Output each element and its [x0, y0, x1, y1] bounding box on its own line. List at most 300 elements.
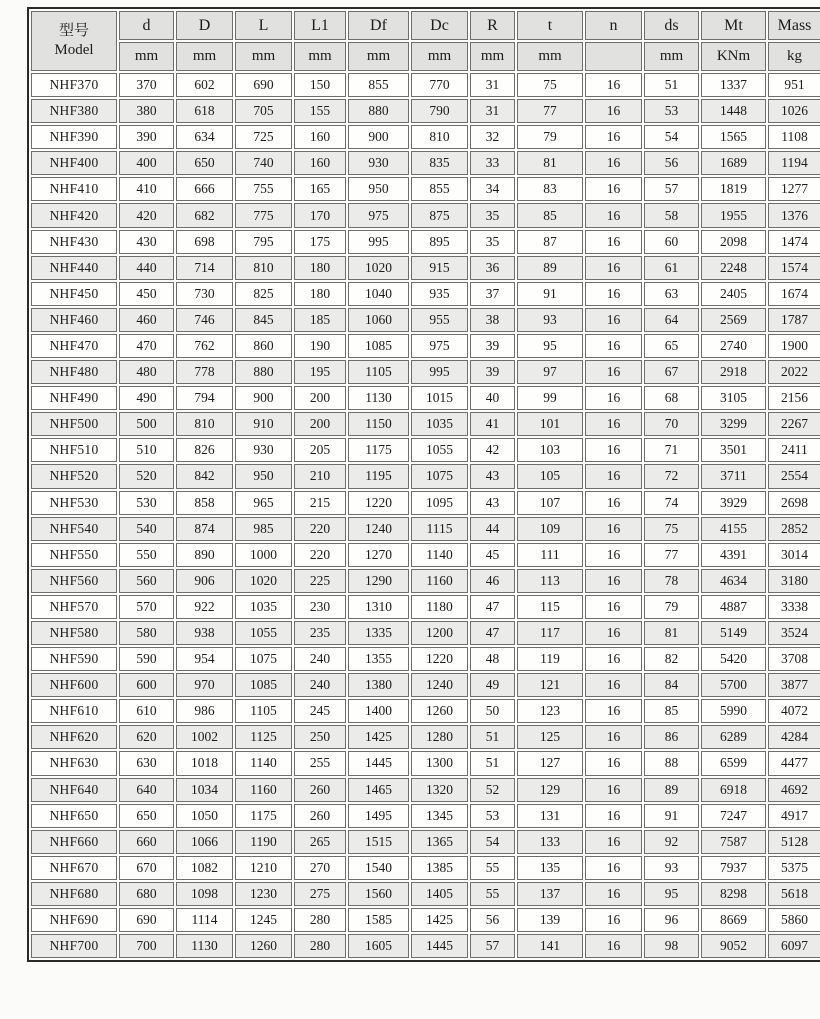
- table-row: [31, 256, 820, 280]
- model-cell: NHF380: [31, 99, 117, 123]
- value-cell: 5420: [701, 647, 766, 671]
- value-cell: 51: [470, 751, 515, 775]
- value-cell: 1405: [411, 882, 468, 906]
- value-cell: 111: [517, 543, 583, 567]
- value-cell: 6289: [701, 725, 766, 749]
- value-cell: 5618: [768, 882, 820, 906]
- column-unit-mt: KNm: [701, 42, 766, 71]
- value-cell: 93: [644, 856, 699, 880]
- value-cell: 58: [644, 203, 699, 227]
- value-cell: 250: [294, 725, 346, 749]
- value-cell: 1445: [411, 934, 468, 958]
- table-row: [31, 125, 820, 149]
- value-cell: 7937: [701, 856, 766, 880]
- value-cell: 77: [517, 99, 583, 123]
- value-cell: 986: [176, 699, 233, 723]
- value-cell: 1175: [348, 438, 409, 462]
- value-cell: 1055: [411, 438, 468, 462]
- value-cell: 56: [470, 908, 515, 932]
- value-cell: 1190: [235, 830, 292, 854]
- value-cell: 139: [517, 908, 583, 932]
- value-cell: 1689: [701, 151, 766, 175]
- value-cell: 650: [119, 804, 174, 828]
- value-cell: 16: [585, 360, 642, 384]
- model-cell: NHF570: [31, 595, 117, 619]
- value-cell: 175: [294, 230, 346, 254]
- value-cell: 410: [119, 177, 174, 201]
- value-cell: 746: [176, 308, 233, 332]
- value-cell: 1180: [411, 595, 468, 619]
- value-cell: 890: [176, 543, 233, 567]
- value-cell: 37: [470, 282, 515, 306]
- header-unit-row: [31, 42, 820, 71]
- value-cell: 1540: [348, 856, 409, 880]
- value-cell: 1565: [701, 125, 766, 149]
- value-cell: 121: [517, 673, 583, 697]
- value-cell: 1220: [348, 491, 409, 515]
- value-cell: 71: [644, 438, 699, 462]
- model-cell: NHF410: [31, 177, 117, 201]
- value-cell: 127: [517, 751, 583, 775]
- value-cell: 725: [235, 125, 292, 149]
- value-cell: 740: [235, 151, 292, 175]
- table-row: [31, 230, 820, 254]
- value-cell: 4477: [768, 751, 820, 775]
- value-cell: 540: [119, 517, 174, 541]
- value-cell: 117: [517, 621, 583, 645]
- value-cell: 666: [176, 177, 233, 201]
- value-cell: 1355: [348, 647, 409, 671]
- value-cell: 1150: [348, 412, 409, 436]
- value-cell: 3014: [768, 543, 820, 567]
- value-cell: 16: [585, 856, 642, 880]
- value-cell: 84: [644, 673, 699, 697]
- value-cell: 16: [585, 412, 642, 436]
- value-cell: 155: [294, 99, 346, 123]
- value-cell: 16: [585, 778, 642, 802]
- value-cell: 165: [294, 177, 346, 201]
- table-row: [31, 491, 820, 515]
- value-cell: 68: [644, 386, 699, 410]
- value-cell: 390: [119, 125, 174, 149]
- value-cell: 55: [470, 882, 515, 906]
- model-cell: NHF550: [31, 543, 117, 567]
- column-unit-l: mm: [235, 42, 292, 71]
- value-cell: 690: [119, 908, 174, 932]
- value-cell: 900: [348, 125, 409, 149]
- value-cell: 965: [235, 491, 292, 515]
- value-cell: 670: [119, 856, 174, 880]
- value-cell: 67: [644, 360, 699, 384]
- table-row: [31, 751, 820, 775]
- table-row: [31, 934, 820, 958]
- table-row: [31, 517, 820, 541]
- value-cell: 16: [585, 230, 642, 254]
- value-cell: 240: [294, 647, 346, 671]
- value-cell: 210: [294, 464, 346, 488]
- model-cell: NHF630: [31, 751, 117, 775]
- value-cell: 775: [235, 203, 292, 227]
- value-cell: 770: [411, 73, 468, 97]
- value-cell: 33: [470, 151, 515, 175]
- value-cell: 170: [294, 203, 346, 227]
- model-cell: NHF510: [31, 438, 117, 462]
- value-cell: 115: [517, 595, 583, 619]
- value-cell: 975: [348, 203, 409, 227]
- value-cell: 550: [119, 543, 174, 567]
- value-cell: 7587: [701, 830, 766, 854]
- value-cell: 682: [176, 203, 233, 227]
- value-cell: 16: [585, 308, 642, 332]
- value-cell: 113: [517, 569, 583, 593]
- value-cell: 810: [411, 125, 468, 149]
- value-cell: 125: [517, 725, 583, 749]
- table-row: [31, 621, 820, 645]
- value-cell: 970: [176, 673, 233, 697]
- value-cell: 1018: [176, 751, 233, 775]
- value-cell: 370: [119, 73, 174, 97]
- value-cell: 660: [119, 830, 174, 854]
- value-cell: 16: [585, 673, 642, 697]
- value-cell: 698: [176, 230, 233, 254]
- value-cell: 160: [294, 151, 346, 175]
- value-cell: 938: [176, 621, 233, 645]
- table-row: [31, 778, 820, 802]
- value-cell: 107: [517, 491, 583, 515]
- value-cell: 618: [176, 99, 233, 123]
- value-cell: 61: [644, 256, 699, 280]
- value-cell: 3711: [701, 464, 766, 488]
- value-cell: 420: [119, 203, 174, 227]
- value-cell: 43: [470, 464, 515, 488]
- value-cell: 842: [176, 464, 233, 488]
- value-cell: 1140: [235, 751, 292, 775]
- value-cell: 755: [235, 177, 292, 201]
- value-cell: 95: [517, 334, 583, 358]
- value-cell: 93: [517, 308, 583, 332]
- column-unit-d: mm: [119, 42, 174, 71]
- value-cell: 255: [294, 751, 346, 775]
- value-cell: 129: [517, 778, 583, 802]
- value-cell: 1034: [176, 778, 233, 802]
- model-column-header: [31, 11, 117, 71]
- value-cell: 4284: [768, 725, 820, 749]
- table-row: [31, 569, 820, 593]
- value-cell: 1108: [768, 125, 820, 149]
- value-cell: 450: [119, 282, 174, 306]
- value-cell: 5860: [768, 908, 820, 932]
- value-cell: 810: [235, 256, 292, 280]
- value-cell: 1380: [348, 673, 409, 697]
- value-cell: 1345: [411, 804, 468, 828]
- value-cell: 78: [644, 569, 699, 593]
- value-cell: 922: [176, 595, 233, 619]
- value-cell: 1026: [768, 99, 820, 123]
- value-cell: 70: [644, 412, 699, 436]
- value-cell: 240: [294, 673, 346, 697]
- table-header: [31, 11, 820, 71]
- value-cell: 1220: [411, 647, 468, 671]
- value-cell: 54: [470, 830, 515, 854]
- value-cell: 89: [644, 778, 699, 802]
- model-cell: NHF430: [31, 230, 117, 254]
- value-cell: 1210: [235, 856, 292, 880]
- table-row: [31, 908, 820, 932]
- value-cell: 43: [470, 491, 515, 515]
- value-cell: 98: [644, 934, 699, 958]
- value-cell: 1040: [348, 282, 409, 306]
- column-header-dc: Dc: [411, 11, 468, 40]
- model-cell: NHF670: [31, 856, 117, 880]
- model-cell: NHF440: [31, 256, 117, 280]
- value-cell: 9052: [701, 934, 766, 958]
- value-cell: 3180: [768, 569, 820, 593]
- value-cell: 950: [235, 464, 292, 488]
- value-cell: 16: [585, 934, 642, 958]
- model-cell: NHF560: [31, 569, 117, 593]
- value-cell: 16: [585, 725, 642, 749]
- model-cell: NHF530: [31, 491, 117, 515]
- value-cell: 7247: [701, 804, 766, 828]
- value-cell: 47: [470, 621, 515, 645]
- value-cell: 6599: [701, 751, 766, 775]
- table-row: [31, 151, 820, 175]
- value-cell: 16: [585, 464, 642, 488]
- model-cell: NHF650: [31, 804, 117, 828]
- value-cell: 35: [470, 203, 515, 227]
- table-row: [31, 673, 820, 697]
- value-cell: 1195: [348, 464, 409, 488]
- value-cell: 1260: [235, 934, 292, 958]
- value-cell: 500: [119, 412, 174, 436]
- value-cell: 225: [294, 569, 346, 593]
- value-cell: 150: [294, 73, 346, 97]
- model-cell: NHF470: [31, 334, 117, 358]
- value-cell: 16: [585, 491, 642, 515]
- value-cell: 95: [644, 882, 699, 906]
- value-cell: 103: [517, 438, 583, 462]
- value-cell: 2405: [701, 282, 766, 306]
- value-cell: 60: [644, 230, 699, 254]
- value-cell: 460: [119, 308, 174, 332]
- value-cell: 845: [235, 308, 292, 332]
- value-cell: 4155: [701, 517, 766, 541]
- value-cell: 705: [235, 99, 292, 123]
- table-row: [31, 386, 820, 410]
- value-cell: 38: [470, 308, 515, 332]
- value-cell: 265: [294, 830, 346, 854]
- table-row: [31, 438, 820, 462]
- table-row: [31, 725, 820, 749]
- value-cell: 714: [176, 256, 233, 280]
- value-cell: 34: [470, 177, 515, 201]
- value-cell: 570: [119, 595, 174, 619]
- value-cell: 1115: [411, 517, 468, 541]
- value-cell: 16: [585, 751, 642, 775]
- value-cell: 39: [470, 360, 515, 384]
- header-label-row: [31, 11, 820, 40]
- value-cell: 52: [470, 778, 515, 802]
- model-header-cn: 型号: [58, 23, 89, 40]
- value-cell: 81: [517, 151, 583, 175]
- value-cell: 101: [517, 412, 583, 436]
- value-cell: 215: [294, 491, 346, 515]
- value-cell: 75: [517, 73, 583, 97]
- value-cell: 1175: [235, 804, 292, 828]
- value-cell: 580: [119, 621, 174, 645]
- value-cell: 1335: [348, 621, 409, 645]
- model-cell: NHF700: [31, 934, 117, 958]
- value-cell: 1098: [176, 882, 233, 906]
- value-cell: 57: [470, 934, 515, 958]
- value-cell: 4917: [768, 804, 820, 828]
- value-cell: 16: [585, 908, 642, 932]
- value-cell: 16: [585, 203, 642, 227]
- value-cell: 602: [176, 73, 233, 97]
- value-cell: 245: [294, 699, 346, 723]
- value-cell: 634: [176, 125, 233, 149]
- value-cell: 825: [235, 282, 292, 306]
- value-cell: 915: [411, 256, 468, 280]
- value-cell: 16: [585, 334, 642, 358]
- value-cell: 220: [294, 543, 346, 567]
- value-cell: 1337: [701, 73, 766, 97]
- value-cell: 1240: [348, 517, 409, 541]
- value-cell: 64: [644, 308, 699, 332]
- value-cell: 3299: [701, 412, 766, 436]
- value-cell: 826: [176, 438, 233, 462]
- model-cell: NHF450: [31, 282, 117, 306]
- value-cell: 2918: [701, 360, 766, 384]
- value-cell: 1130: [176, 934, 233, 958]
- value-cell: 910: [235, 412, 292, 436]
- value-cell: 16: [585, 647, 642, 671]
- value-cell: 955: [411, 308, 468, 332]
- value-cell: 440: [119, 256, 174, 280]
- value-cell: 630: [119, 751, 174, 775]
- value-cell: 1095: [411, 491, 468, 515]
- value-cell: 620: [119, 725, 174, 749]
- value-cell: 275: [294, 882, 346, 906]
- value-cell: 1495: [348, 804, 409, 828]
- value-cell: 3105: [701, 386, 766, 410]
- value-cell: 79: [517, 125, 583, 149]
- value-cell: 995: [348, 230, 409, 254]
- value-cell: 6097: [768, 934, 820, 958]
- value-cell: 930: [235, 438, 292, 462]
- table-body: [31, 73, 820, 958]
- value-cell: 1448: [701, 99, 766, 123]
- value-cell: 930: [348, 151, 409, 175]
- table-row: [31, 334, 820, 358]
- column-header-l: L: [235, 11, 292, 40]
- value-cell: 1075: [235, 647, 292, 671]
- value-cell: 85: [644, 699, 699, 723]
- column-header-mass: Mass: [768, 11, 820, 40]
- value-cell: 935: [411, 282, 468, 306]
- value-cell: 400: [119, 151, 174, 175]
- value-cell: 954: [176, 647, 233, 671]
- value-cell: 1055: [235, 621, 292, 645]
- value-cell: 1105: [348, 360, 409, 384]
- model-cell: NHF590: [31, 647, 117, 671]
- value-cell: 975: [411, 334, 468, 358]
- value-cell: 985: [235, 517, 292, 541]
- value-cell: 45: [470, 543, 515, 567]
- value-cell: 4634: [701, 569, 766, 593]
- value-cell: 1385: [411, 856, 468, 880]
- column-header-r: R: [470, 11, 515, 40]
- value-cell: 5375: [768, 856, 820, 880]
- model-cell: NHF390: [31, 125, 117, 149]
- table-row: [31, 699, 820, 723]
- value-cell: 1425: [411, 908, 468, 932]
- value-cell: 1245: [235, 908, 292, 932]
- value-cell: 762: [176, 334, 233, 358]
- value-cell: 690: [235, 73, 292, 97]
- value-cell: 280: [294, 934, 346, 958]
- table-row: [31, 647, 820, 671]
- column-header-mt: Mt: [701, 11, 766, 40]
- value-cell: 3501: [701, 438, 766, 462]
- model-cell: NHF600: [31, 673, 117, 697]
- value-cell: 2267: [768, 412, 820, 436]
- value-cell: 51: [470, 725, 515, 749]
- value-cell: 1474: [768, 230, 820, 254]
- table-row: [31, 543, 820, 567]
- value-cell: 65: [644, 334, 699, 358]
- value-cell: 1085: [235, 673, 292, 697]
- value-cell: 54: [644, 125, 699, 149]
- model-cell: NHF680: [31, 882, 117, 906]
- value-cell: 4391: [701, 543, 766, 567]
- value-cell: 16: [585, 438, 642, 462]
- value-cell: 3929: [701, 491, 766, 515]
- value-cell: 1787: [768, 308, 820, 332]
- value-cell: 1200: [411, 621, 468, 645]
- value-cell: 640: [119, 778, 174, 802]
- model-cell: NHF420: [31, 203, 117, 227]
- value-cell: 260: [294, 778, 346, 802]
- model-cell: NHF520: [31, 464, 117, 488]
- value-cell: 880: [235, 360, 292, 384]
- value-cell: 135: [517, 856, 583, 880]
- value-cell: 5990: [701, 699, 766, 723]
- value-cell: 855: [348, 73, 409, 97]
- value-cell: 16: [585, 699, 642, 723]
- value-cell: 470: [119, 334, 174, 358]
- value-cell: 50: [470, 699, 515, 723]
- value-cell: 89: [517, 256, 583, 280]
- value-cell: 380: [119, 99, 174, 123]
- value-cell: 51: [644, 73, 699, 97]
- value-cell: 16: [585, 125, 642, 149]
- value-cell: 91: [644, 804, 699, 828]
- value-cell: 74: [644, 491, 699, 515]
- value-cell: 35: [470, 230, 515, 254]
- value-cell: 2852: [768, 517, 820, 541]
- value-cell: 790: [411, 99, 468, 123]
- value-cell: 1130: [348, 386, 409, 410]
- value-cell: 63: [644, 282, 699, 306]
- value-cell: 1114: [176, 908, 233, 932]
- value-cell: 16: [585, 256, 642, 280]
- value-cell: 123: [517, 699, 583, 723]
- model-cell: NHF480: [31, 360, 117, 384]
- value-cell: 16: [585, 99, 642, 123]
- value-cell: 57: [644, 177, 699, 201]
- model-cell: NHF690: [31, 908, 117, 932]
